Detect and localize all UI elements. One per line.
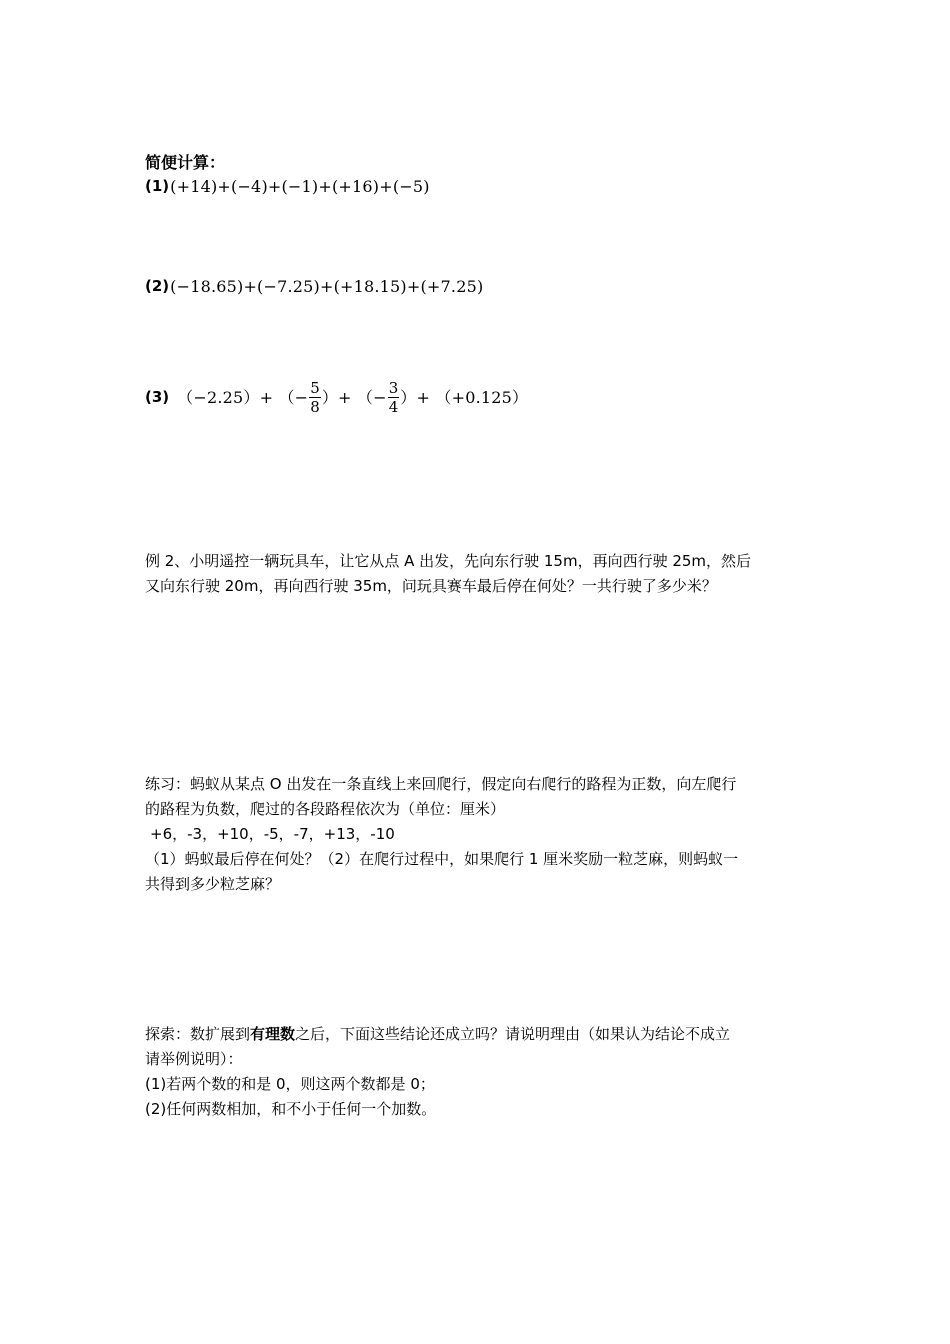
explore-line-2: 请举例说明）： (145, 1050, 243, 1068)
problem-2-number: (2) (145, 277, 170, 295)
explore-line-1-post: 之后，下面这些结论还成立吗？请说明理由（如果认为结论不成立 (295, 1025, 731, 1043)
practice-line-1: 练习：蚂蚁从某点 O 出发在一条直线上来回爬行，假定向右爬行的路程为正数，向左爬行 (145, 775, 737, 793)
problem-2 (145, 274, 810, 299)
explore-section (145, 1022, 810, 1122)
fraction-2-numerator: 3 (388, 378, 399, 397)
fraction-1-numerator: 5 (310, 378, 320, 397)
fraction-three-quarters (388, 379, 400, 416)
practice-problem (145, 772, 810, 897)
practice-line-4: （1）蚂蚁最后停在何处？（2）在爬行过程中，如果爬行 1 厘米奖励一粒芝麻，则蚂蚁一 (145, 850, 739, 868)
explore-statement-1: (1)若两个数的和是 0，则这两个数都是 0； (145, 1075, 435, 1093)
practice-line-2: 的路程为负数，爬过的各段路程依次为（单位：厘米） (145, 800, 506, 818)
problem-3-part-b: ）+ （− (321, 387, 387, 407)
example-2-line-1: 例 2、小明遥控一辆玩具车，让它从点 A 出发，先向东行驶 15m，再向西行驶 25m，然后 (145, 552, 752, 570)
example-2 (145, 549, 810, 599)
fraction-1-denominator: 8 (310, 397, 320, 416)
explore-statement-2: (2)任何两数相加，和不小于任何一个加数。 (145, 1100, 437, 1118)
problem-1-number: (1) (145, 177, 170, 195)
practice-line-5: 共得到多少粒芝麻？ (145, 875, 281, 893)
problem-3 (145, 373, 810, 421)
example-2-line-2: 又向东行驶 20m，再向西行驶 35m，问玩具赛车最后停在何处？一共行驶了多少米？ (145, 577, 717, 595)
explore-line-1 (145, 1022, 810, 1047)
fraction-2-denominator: 4 (388, 397, 399, 416)
problem-3-part-a: （−2.25）+ （− (177, 387, 309, 407)
problem-1-expression: (+14)+(−4)+(−1)+(+16)+(−5) (170, 177, 430, 196)
fraction-five-eighths (309, 379, 321, 416)
practice-distances: +6，-3，+10，-5，-7，+13，-10 (150, 825, 395, 843)
problem-2-expression: (−18.65)+(−7.25)+(+18.15)+(+7.25) (170, 277, 484, 296)
section-title: 简便计算： (145, 153, 226, 172)
problem-3-part-c: ）+ （+0.125） (400, 387, 529, 407)
explore-line-1-pre: 探索：数扩展到 (145, 1025, 251, 1043)
problem-1 (145, 174, 810, 199)
explore-keyword: 有理数 (250, 1025, 296, 1043)
problem-3-number: (3) (145, 387, 170, 406)
